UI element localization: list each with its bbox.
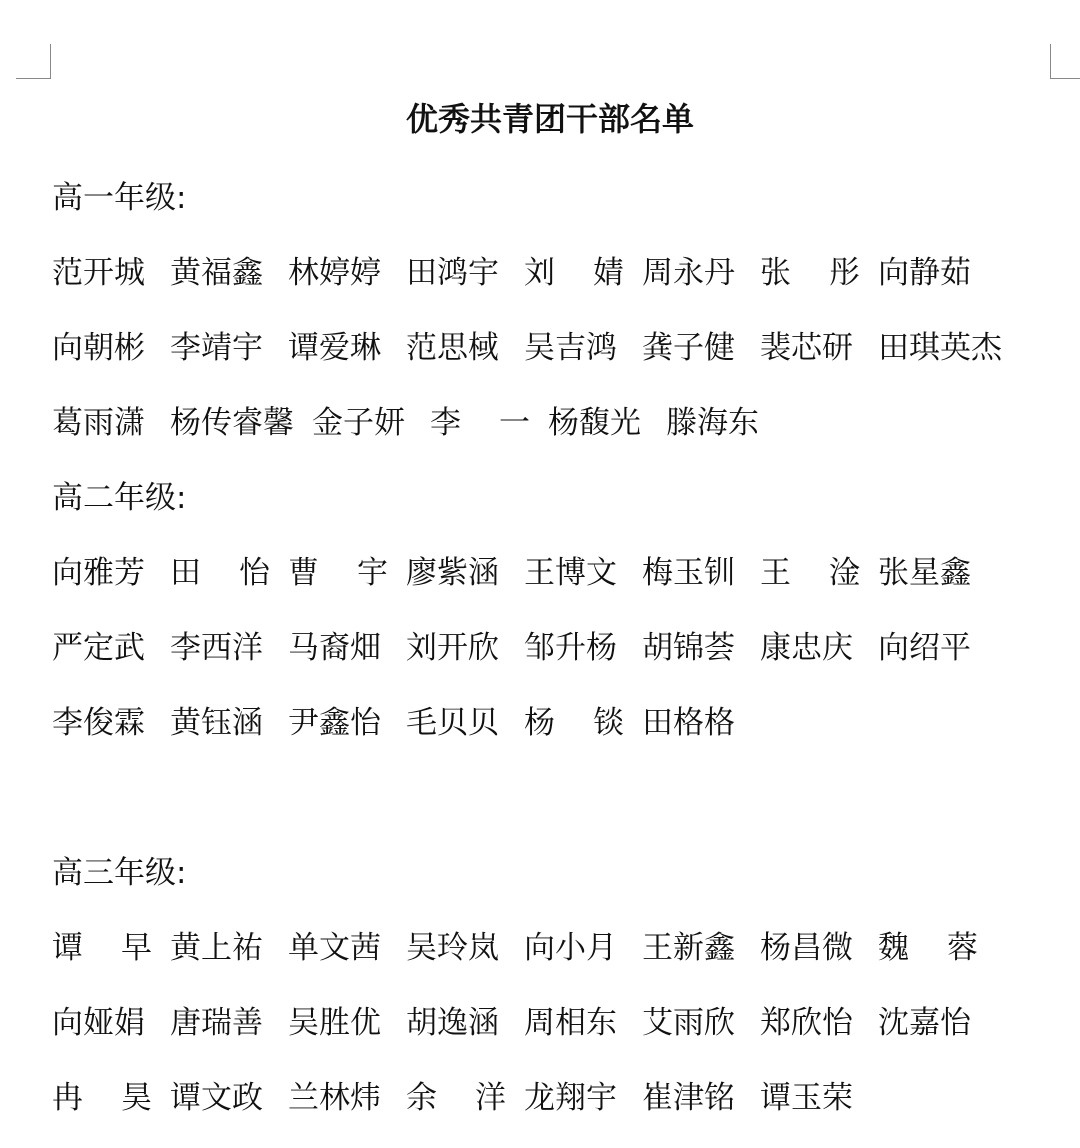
member-name: 邹升杨 xyxy=(524,630,617,666)
member-name: 向绍平 xyxy=(878,630,971,666)
member-name: 田 怡 xyxy=(170,555,270,591)
grade-heading: 高一年级: xyxy=(52,180,187,216)
member-name: 谭玉荣 xyxy=(760,1080,853,1116)
member-name: 马裔畑 xyxy=(288,630,381,666)
member-name: 王新鑫 xyxy=(642,930,735,966)
member-name: 梅玉钏 xyxy=(642,555,735,591)
member-name: 魏 蓉 xyxy=(878,930,978,966)
member-name: 廖紫涵 xyxy=(406,555,499,591)
member-name: 尹鑫怡 xyxy=(288,705,381,741)
name-row xyxy=(52,547,978,592)
member-name: 谭爱琳 xyxy=(288,330,381,366)
member-name: 裴芯研 xyxy=(760,330,853,366)
member-name: 林婷婷 xyxy=(288,255,381,291)
member-name: 田格格 xyxy=(642,705,735,741)
member-name: 曹 宇 xyxy=(288,555,388,591)
member-name: 王 淦 xyxy=(760,555,860,591)
member-name: 田鸿宇 xyxy=(406,255,499,291)
name-row xyxy=(52,997,978,1042)
member-name: 周相东 xyxy=(524,1005,617,1041)
member-name: 李西洋 xyxy=(170,630,263,666)
member-name: 李 一 xyxy=(430,405,530,441)
member-name: 李靖宇 xyxy=(170,330,263,366)
page-corner-mark-right xyxy=(1050,44,1080,79)
member-name: 向娅娟 xyxy=(52,1005,145,1041)
member-name: 刘 婧 xyxy=(524,255,624,291)
member-name: 冉 昊 xyxy=(52,1080,152,1116)
grade-heading: 高三年级: xyxy=(52,855,187,891)
member-name: 金子妍 xyxy=(312,405,405,441)
member-name: 胡逸涵 xyxy=(406,1005,499,1041)
name-row xyxy=(52,247,978,292)
member-name: 余 洋 xyxy=(406,1080,506,1116)
document-title: 优秀共青团干部名单 xyxy=(405,100,694,138)
member-name: 艾雨欣 xyxy=(642,1005,735,1041)
member-name: 唐瑞善 xyxy=(170,1005,263,1041)
member-name: 沈嘉怡 xyxy=(878,1005,971,1041)
member-name: 吴胜优 xyxy=(288,1005,381,1041)
grade-heading: 高二年级: xyxy=(52,480,187,516)
member-name: 黄上祐 xyxy=(170,930,263,966)
member-name: 李俊霖 xyxy=(52,705,145,741)
member-name: 向朝彬 xyxy=(52,330,145,366)
member-name: 向雅芳 xyxy=(52,555,145,591)
member-name: 吴玲岚 xyxy=(406,930,499,966)
member-name: 张 彤 xyxy=(760,255,860,291)
member-name: 龚子健 xyxy=(642,330,735,366)
member-name: 单文茜 xyxy=(288,930,381,966)
member-name: 龙翔宇 xyxy=(524,1080,617,1116)
page-corner-mark-left xyxy=(16,44,51,79)
member-name: 郑欣怡 xyxy=(760,1005,853,1041)
member-name: 范开城 xyxy=(52,255,145,291)
member-name: 杨馥光 xyxy=(548,405,641,441)
member-name: 周永丹 xyxy=(642,255,735,291)
member-name: 杨传睿馨 xyxy=(170,405,294,441)
name-row xyxy=(52,322,1002,367)
member-name: 滕海东 xyxy=(666,405,759,441)
name-row xyxy=(52,397,766,442)
member-name: 刘开欣 xyxy=(406,630,499,666)
member-name: 向静茹 xyxy=(878,255,971,291)
member-name: 向小月 xyxy=(524,930,617,966)
member-name: 田琪英杰 xyxy=(878,330,1002,366)
name-row xyxy=(52,1072,860,1117)
member-name: 谭文政 xyxy=(170,1080,263,1116)
member-name: 康忠庆 xyxy=(760,630,853,666)
member-name: 谭 早 xyxy=(52,930,152,966)
member-name: 毛贝贝 xyxy=(406,705,499,741)
member-name: 兰林炜 xyxy=(288,1080,381,1116)
name-row xyxy=(52,697,742,742)
name-row xyxy=(52,922,978,967)
member-name: 黄福鑫 xyxy=(170,255,263,291)
member-name: 范思棫 xyxy=(406,330,499,366)
member-name: 葛雨潇 xyxy=(52,405,145,441)
member-name: 黄钰涵 xyxy=(170,705,263,741)
member-name: 崔津铭 xyxy=(642,1080,735,1116)
member-name: 胡锦荟 xyxy=(642,630,735,666)
member-name: 张星鑫 xyxy=(878,555,971,591)
member-name: 王博文 xyxy=(524,555,617,591)
member-name: 严定武 xyxy=(52,630,145,666)
member-name: 杨昌微 xyxy=(760,930,853,966)
member-name: 杨 锬 xyxy=(524,705,624,741)
member-name: 吴吉鸿 xyxy=(524,330,617,366)
name-row xyxy=(52,622,978,667)
